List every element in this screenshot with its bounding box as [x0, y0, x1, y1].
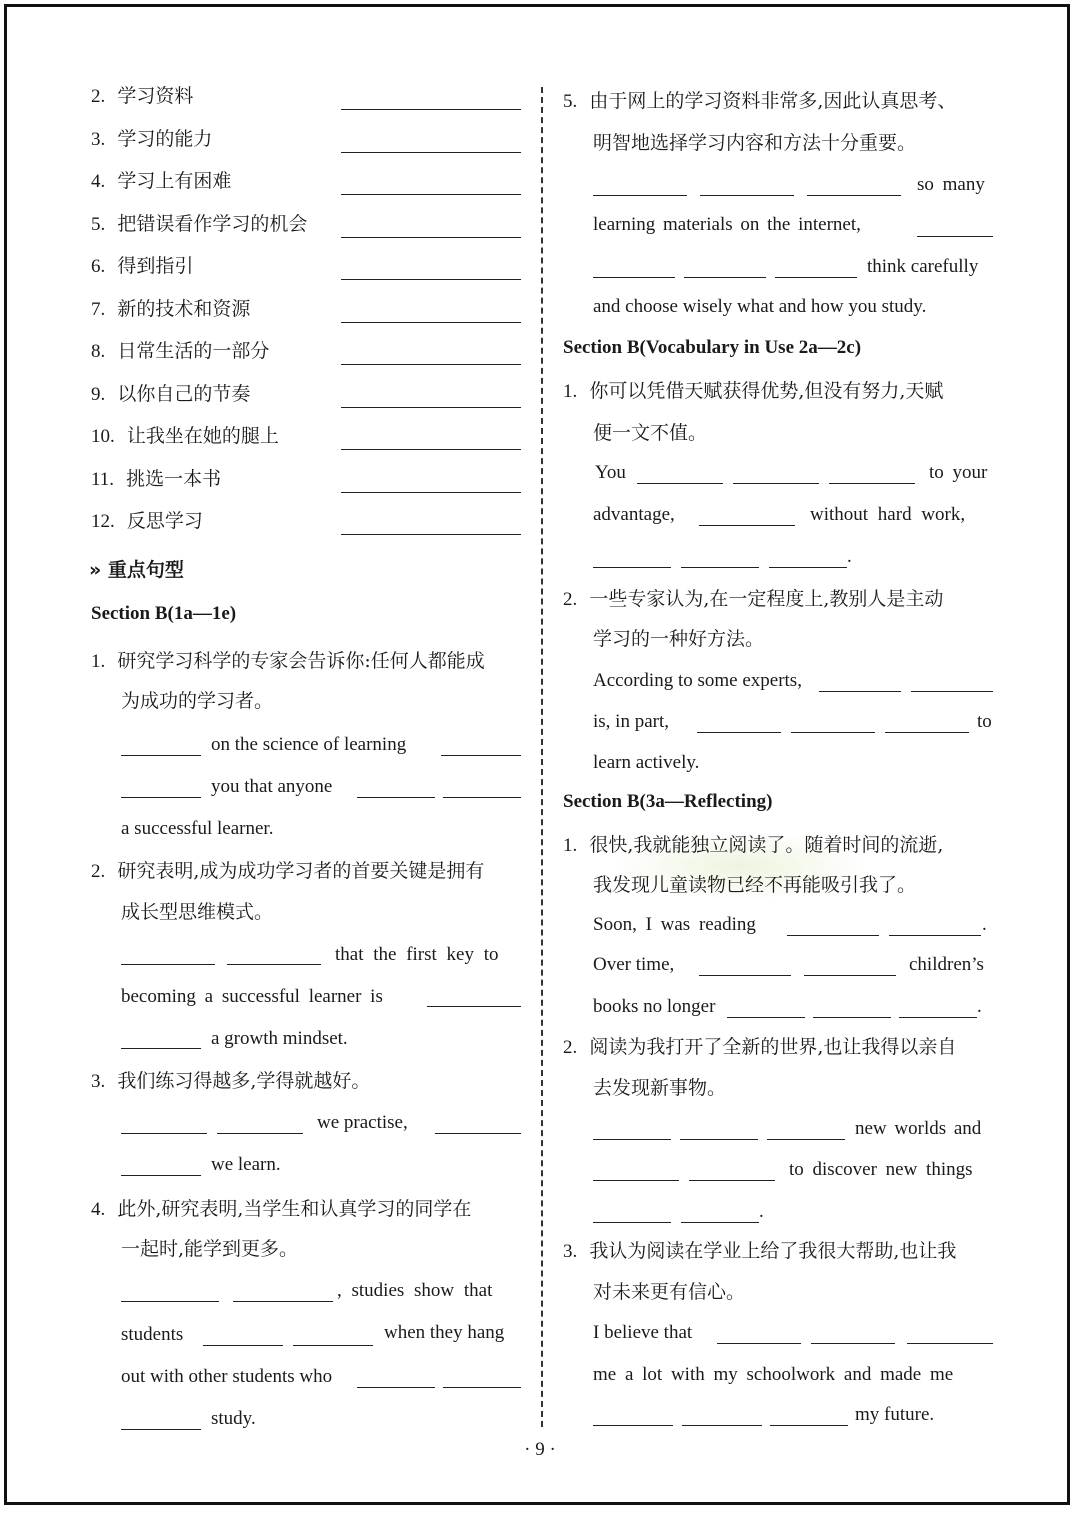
- sentence-text: my future.: [855, 1404, 935, 1425]
- answer-blank[interactable]: [121, 1429, 201, 1430]
- answer-blank[interactable]: [682, 1425, 762, 1426]
- answer-blank[interactable]: [907, 1343, 993, 1344]
- answer-blank[interactable]: [121, 797, 201, 798]
- sentence-text: Soon, I was reading: [593, 914, 756, 935]
- answer-blank[interactable]: [813, 1017, 891, 1018]
- phrase-item: 4. 学习上有困难: [91, 170, 232, 192]
- answer-blank[interactable]: [593, 567, 671, 568]
- answer-blank[interactable]: [427, 1006, 521, 1007]
- answer-blank[interactable]: [341, 534, 521, 535]
- answer-blank[interactable]: [697, 732, 781, 733]
- sentence-text: learn actively.: [593, 752, 700, 773]
- answer-blank[interactable]: [699, 975, 791, 976]
- answer-blank[interactable]: [341, 237, 521, 238]
- answer-blank[interactable]: [717, 1343, 801, 1344]
- question-cn: 2. 阅读为我打开了全新的世界,也让我得以亲自: [563, 1036, 957, 1058]
- answer-blank[interactable]: [804, 975, 896, 976]
- answer-blank[interactable]: [787, 935, 879, 936]
- phrase-item: 5. 把错误看作学习的机会: [91, 213, 308, 235]
- phrase-item: 10. 让我坐在她的腿上: [91, 425, 279, 447]
- sentence-text: without hard work,: [810, 504, 966, 525]
- answer-blank[interactable]: [443, 1387, 521, 1388]
- sentence-text: books no longer: [593, 996, 716, 1017]
- answer-blank[interactable]: [341, 364, 521, 365]
- answer-blank[interactable]: [593, 195, 687, 196]
- answer-blank[interactable]: [680, 1139, 758, 1140]
- answer-blank[interactable]: [341, 109, 521, 110]
- answer-blank[interactable]: [121, 1301, 219, 1302]
- sentence-text: a growth mindset.: [211, 1028, 348, 1049]
- answer-blank[interactable]: [700, 195, 794, 196]
- question-cn: 便一文不值。: [593, 422, 708, 444]
- phrase-item: 12. 反思学习: [91, 510, 203, 532]
- answer-blank[interactable]: [357, 797, 435, 798]
- column-divider: [541, 87, 543, 1427]
- sentence-text: , studies show that: [337, 1280, 493, 1301]
- answer-blank[interactable]: [829, 483, 915, 484]
- answer-blank[interactable]: [341, 194, 521, 195]
- question-cn: 为成功的学习者。: [121, 690, 274, 712]
- question-cn: 2. 一些专家认为,在一定程度上,教别人是主动: [563, 588, 944, 610]
- section-title: Section B(Vocabulary in Use 2a—2c): [563, 337, 862, 358]
- sentence-text: I believe that: [593, 1322, 693, 1343]
- phrase-item: 7. 新的技术和资源: [91, 298, 251, 320]
- answer-blank[interactable]: [889, 935, 981, 936]
- question-cn: 3. 我认为阅读在学业上给了我很大帮助,也让我: [563, 1240, 957, 1262]
- answer-blank[interactable]: [121, 755, 201, 756]
- question-cn: 一起时,能学到更多。: [121, 1238, 299, 1260]
- sentence-text: study.: [211, 1408, 256, 1429]
- phrase-item: 9. 以你自己的节奏: [91, 383, 251, 405]
- section-title: Section B(1a—1e): [91, 603, 237, 624]
- answer-blank[interactable]: [443, 797, 521, 798]
- answer-blank[interactable]: [357, 1387, 435, 1388]
- sentence-text: children’s: [909, 954, 984, 975]
- sentence-text: we practise,: [317, 1112, 408, 1133]
- answer-blank[interactable]: [121, 1133, 207, 1134]
- answer-blank[interactable]: [341, 449, 521, 450]
- page-number: · 9 ·: [524, 1439, 556, 1460]
- answer-blank[interactable]: [341, 407, 521, 408]
- section-title: Section B(3a—Reflecting): [563, 791, 773, 812]
- sentence-text: to discover new things: [789, 1159, 973, 1180]
- answer-blank[interactable]: [885, 732, 969, 733]
- answer-blank[interactable]: [441, 755, 521, 756]
- answer-blank[interactable]: [733, 483, 819, 484]
- question-cn: 5. 由于网上的学习资料非常多,因此认真思考、: [563, 90, 957, 112]
- sentence-text: when they hang: [384, 1322, 505, 1343]
- sentence-text: .: [982, 914, 987, 935]
- answer-blank[interactable]: [681, 1222, 759, 1223]
- answer-blank[interactable]: [233, 1301, 333, 1302]
- phrase-item: 11. 挑选一本书: [91, 468, 222, 490]
- sentence-text: so many: [917, 174, 985, 195]
- answer-blank[interactable]: [807, 195, 901, 196]
- answer-blank[interactable]: [121, 964, 215, 965]
- sentence-text: new worlds and: [855, 1118, 982, 1139]
- answer-blank[interactable]: [769, 567, 847, 568]
- answer-blank[interactable]: [917, 236, 993, 237]
- answer-blank[interactable]: [681, 567, 759, 568]
- answer-blank[interactable]: [775, 277, 857, 278]
- answer-blank[interactable]: [227, 964, 321, 965]
- sentence-text: you that anyone: [211, 776, 333, 797]
- sentence-text: to your: [929, 462, 988, 483]
- answer-blank[interactable]: [341, 152, 521, 153]
- sentence-text: out with other students who: [121, 1366, 333, 1387]
- answer-blank[interactable]: [684, 277, 766, 278]
- question-cn: 去发现新事物。: [593, 1077, 727, 1099]
- answer-blank[interactable]: [770, 1425, 848, 1426]
- sentence-text: .: [847, 546, 852, 567]
- sentence-text: to: [977, 711, 992, 732]
- phrase-item: 3. 学习的能力: [91, 128, 213, 150]
- sentence-text: According to some experts,: [593, 670, 802, 691]
- answer-blank[interactable]: [911, 691, 993, 692]
- question-cn: 我发现儿童读物已经不再能吸引我了。: [593, 874, 917, 896]
- answer-blank[interactable]: [341, 492, 521, 493]
- worksheet-page: [4, 4, 1070, 1505]
- answer-blank[interactable]: [593, 1222, 671, 1223]
- answer-blank[interactable]: [435, 1133, 521, 1134]
- answer-blank[interactable]: [293, 1345, 373, 1346]
- answer-blank[interactable]: [217, 1133, 303, 1134]
- sentence-text: students: [121, 1324, 184, 1345]
- sentence-text: .: [977, 996, 982, 1017]
- question-cn: 成长型思维模式。: [121, 901, 274, 923]
- sentence-text: .: [759, 1201, 764, 1222]
- answer-blank[interactable]: [593, 1180, 679, 1181]
- answer-blank[interactable]: [203, 1345, 283, 1346]
- answer-blank[interactable]: [637, 483, 723, 484]
- question-cn: 学习的一种好方法。: [593, 628, 765, 650]
- answer-blank[interactable]: [727, 1017, 805, 1018]
- sentence-text: on the science of learning: [211, 734, 407, 755]
- answer-blank[interactable]: [767, 1139, 845, 1140]
- answer-blank[interactable]: [689, 1180, 775, 1181]
- question-cn: 1. 很快,我就能独立阅读了。随着时间的流逝,: [563, 834, 944, 856]
- answer-blank[interactable]: [341, 279, 521, 280]
- sentence-text: that the first key to: [335, 944, 499, 965]
- answer-blank[interactable]: [593, 1139, 671, 1140]
- answer-blank[interactable]: [699, 525, 795, 526]
- sentence-text: think carefully: [867, 256, 979, 277]
- answer-blank[interactable]: [121, 1048, 201, 1049]
- answer-blank[interactable]: [899, 1017, 977, 1018]
- question-cn: 3. 我们练习得越多,学得就越好。: [91, 1070, 371, 1092]
- sentence-text: Over time,: [593, 954, 675, 975]
- key-sentences-heading: » 重点句型: [89, 559, 184, 581]
- question-cn: 2. 研究表明,成为成功学习者的首要关键是拥有: [91, 860, 485, 882]
- question-cn: 4. 此外,研究表明,当学生和认真学习的同学在: [91, 1198, 472, 1220]
- answer-blank[interactable]: [341, 322, 521, 323]
- sentence-text: is, in part,: [593, 711, 669, 732]
- answer-blank[interactable]: [819, 691, 901, 692]
- question-cn: 1. 你可以凭借天赋获得优势,但没有努力,天赋: [563, 380, 944, 402]
- answer-blank[interactable]: [593, 277, 675, 278]
- sentence-text: me a lot with my schoolwork and made me: [593, 1364, 954, 1385]
- sentence-text: learning materials on the internet,: [593, 214, 861, 235]
- sentence-text: we learn.: [211, 1154, 281, 1175]
- answer-blank[interactable]: [593, 1425, 673, 1426]
- phrase-item: 2. 学习资料: [91, 85, 194, 107]
- question-cn: 1. 研究学习科学的专家会告诉你:任何人都能成: [91, 650, 485, 672]
- sentence-text: a successful learner.: [121, 818, 274, 839]
- sentence-text: becoming a successful learner is: [121, 986, 383, 1007]
- sentence-text: and choose wisely what and how you study.: [593, 296, 927, 317]
- question-cn: 对未来更有信心。: [593, 1281, 746, 1303]
- sentence-text: advantage,: [593, 504, 675, 525]
- phrase-item: 6. 得到指引: [91, 255, 194, 277]
- question-cn: 明智地选择学习内容和方法十分重要。: [593, 132, 917, 154]
- answer-blank[interactable]: [811, 1343, 895, 1344]
- answer-blank[interactable]: [121, 1175, 201, 1176]
- sentence-text: You: [595, 462, 626, 483]
- answer-blank[interactable]: [791, 732, 875, 733]
- phrase-item: 8. 日常生活的一部分: [91, 340, 270, 362]
